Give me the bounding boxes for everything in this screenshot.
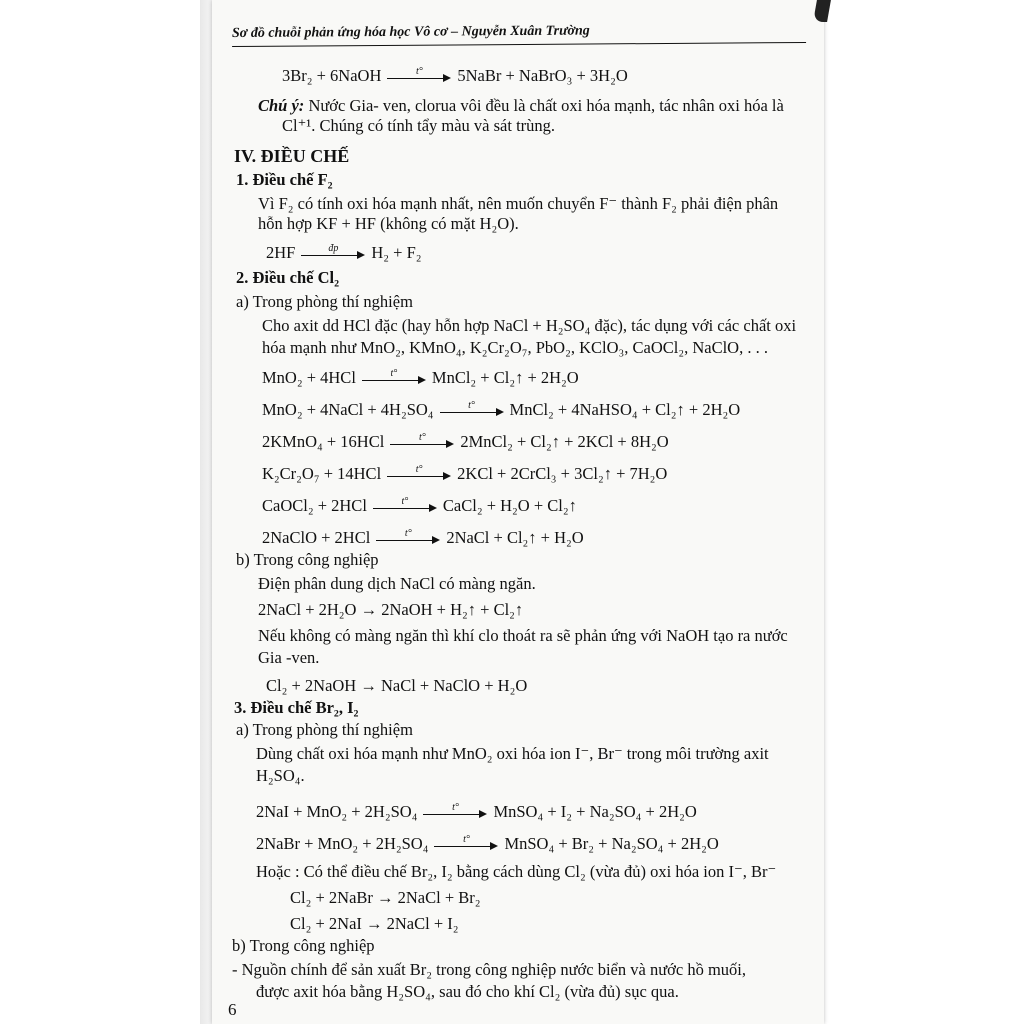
equation-br2-naoh: 3Br₂ + 6NaOH t° 5NaBr + NaBrO₃ + 3H₂O	[282, 66, 628, 85]
section-heading-iv: IV. ĐIỀU CHẾ	[234, 146, 350, 166]
equation-cl2-nabr: Cl₂ + 2NaBr → 2NaCl + Br₂	[290, 888, 481, 907]
subheading-br2-i2: 3. Điều chế Br₂, I₂	[234, 698, 359, 717]
reaction-arrow-icon: t°	[390, 436, 454, 450]
cl2-industry-text-2: Nếu không có màng ngăn thì khí clo thoát ra sẽ phản ứng với NaOH tạo ra nước	[258, 626, 788, 645]
br-lab-heading: a) Trong phòng thí nghiệm	[236, 720, 413, 739]
cl2-industry-text-3: Gia -ven.	[258, 648, 320, 667]
reaction-arrow-icon: đp	[301, 247, 365, 261]
reaction-arrow-icon: t°	[387, 70, 451, 84]
reaction-arrow-icon: t°	[373, 500, 437, 514]
note-line-2: Cl⁺¹. Chúng có tính tẩy màu và sát trùng.	[282, 116, 556, 135]
equation-cl2-4: K₂Cr₂O₇ + 14HCl t° 2KCl + 2CrCl₃ + 3Cl₂↑ + 7H₂O	[262, 464, 668, 483]
equation-cl2-2: MnO₂ + 4NaCl + 4H₂SO₄ t° MnCl₂ + 4NaHSO₄ + Cl₂↑ + 2H₂O	[262, 400, 741, 419]
br-lab-text-2: H₂SO₄.	[256, 766, 305, 785]
br-lab-text-1: Dùng chất oxi hóa mạnh như MnO₂ oxi hóa ion I⁻, Br⁻ trong môi trường axit	[256, 744, 769, 763]
equation-cl2-5: CaOCl₂ + 2HCl t° CaCl₂ + H₂O + Cl₂↑	[262, 496, 577, 515]
reaction-arrow-icon: t°	[362, 372, 426, 386]
equation-hf: 2HF đp H₂ + F₂	[266, 243, 422, 262]
cl2-lab-heading: a) Trong phòng thí nghiệm	[236, 292, 413, 311]
br-industry-text-1: - Nguồn chính để sản xuất Br₂ trong công nghiệp nước biển và nước hồ muối,	[232, 960, 746, 979]
cl2-lab-text-1: Cho axit dd HCl đặc (hay hỗn hợp NaCl + H₂SO₄ đặc), tác dụng với các chất oxi	[262, 316, 797, 335]
equation-cl2-1: MnO₂ + 4HCl t° MnCl₂ + Cl₂↑ + 2H₂O	[262, 368, 579, 387]
cl2-industry-heading: b) Trong công nghiệp	[236, 550, 379, 569]
reaction-arrow-icon: t°	[376, 532, 440, 546]
reaction-arrow-icon: t°	[423, 806, 487, 820]
br-industry-heading: b) Trong công nghiệp	[232, 936, 375, 955]
equation-cl2-3: 2KMnO₄ + 16HCl t° 2MnCl₂ + Cl₂↑ + 2KCl + 8H₂O	[262, 432, 669, 451]
reaction-arrow-icon: t°	[434, 838, 498, 852]
page-number: 6	[228, 1000, 237, 1019]
page-corner	[813, 0, 831, 22]
equation-nabr: 2NaBr + MnO₂ + 2H₂SO₄ t° MnSO₄ + Br₂ + Na₂SO₄ + 2H₂O	[256, 834, 719, 853]
equation-cl2-6: 2NaClO + 2HCl t° 2NaCl + Cl₂↑ + H₂O	[262, 528, 584, 547]
f2-text-2: hỗn hợp KF + HF (không có mặt H₂O).	[258, 214, 519, 233]
note-line-1: Chú ý: Nước Gia- ven, clorua vôi đều là chất oxi hóa mạnh, tác nhân oxi hóa là	[258, 96, 784, 115]
reaction-arrow-icon: t°	[387, 468, 451, 482]
running-header: Sơ đồ chuỗi phản ứng hóa học Vô cơ – Nguyễn Xuân Trường	[232, 20, 806, 47]
cl2-industry-text-1: Điện phân dung dịch NaCl có màng ngăn.	[258, 574, 536, 593]
subheading-cl2: 2. Điều chế Cl₂	[236, 268, 340, 287]
equation-electrolysis: 2NaCl + 2H₂O → 2NaOH + H₂↑ + Cl₂↑	[258, 600, 524, 619]
cl2-lab-text-2: hóa mạnh như MnO₂, KMnO₄, K₂Cr₂O₇, PbO₂, KClO₃, CaOCl₂, NaClO, . . .	[262, 338, 768, 357]
subheading-f2: 1. Điều chế F₂	[236, 170, 333, 189]
br-industry-text-2: được axit hóa bằng H₂SO₄, sau đó cho khí Cl₂ (vừa đủ) sục qua.	[256, 982, 679, 1001]
reaction-arrow-icon: t°	[440, 404, 504, 418]
alternative-text: Hoặc : Có thể điều chế Br₂, I₂ bằng cách dùng Cl₂ (vừa đủ) oxi hóa ion I⁻, Br⁻	[256, 862, 777, 881]
equation-javel: Cl₂ + 2NaOH → NaCl + NaClO + H₂O	[266, 676, 528, 695]
f2-text-1: Vì F₂ có tính oxi hóa mạnh nhất, nên muốn chuyển F⁻ thành F₂ phải điện phân	[258, 194, 779, 213]
equation-nai: 2NaI + MnO₂ + 2H₂SO₄ t° MnSO₄ + I₂ + Na₂SO₄ + 2H₂O	[256, 802, 697, 821]
equation-cl2-nai: Cl₂ + 2NaI → 2NaCl + I₂	[290, 914, 459, 933]
